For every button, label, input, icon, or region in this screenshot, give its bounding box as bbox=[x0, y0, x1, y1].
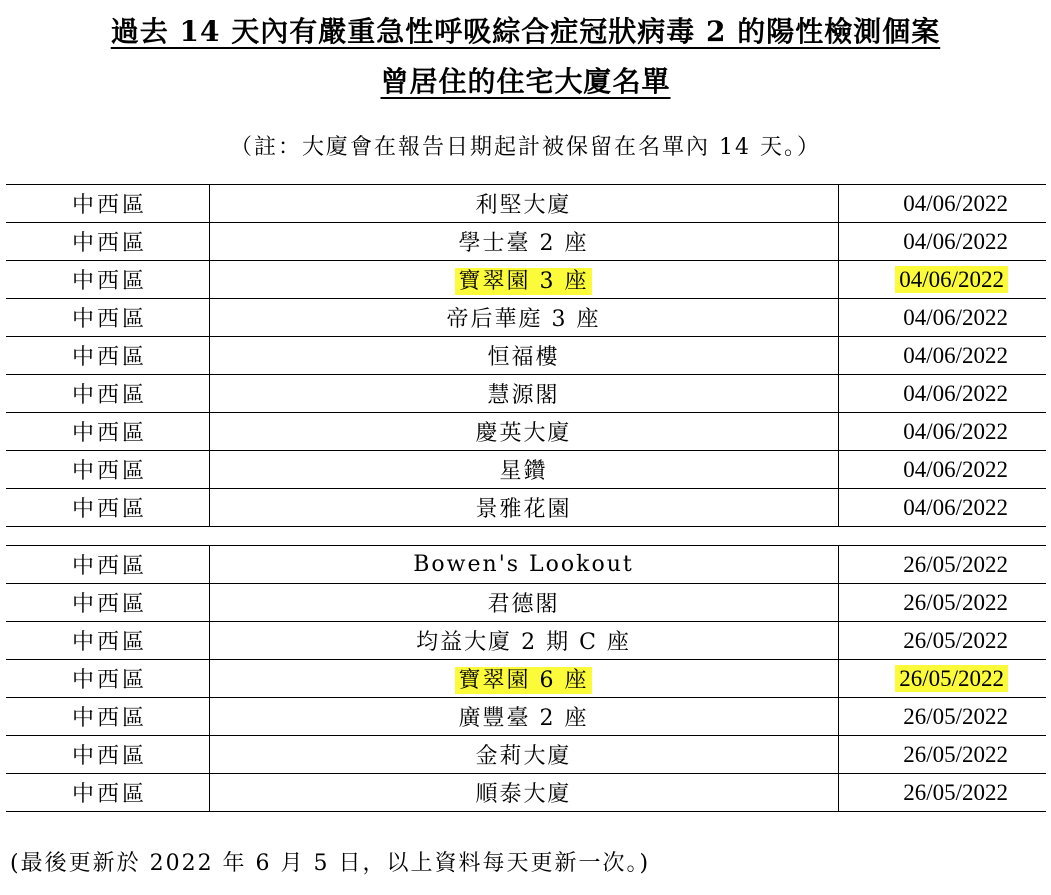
district-cell: 中西區 bbox=[6, 375, 209, 413]
table-row bbox=[6, 375, 1046, 413]
report-date-cell bbox=[838, 261, 1046, 299]
report-date-cell bbox=[838, 451, 1046, 489]
report-date-cell bbox=[838, 736, 1046, 774]
table-row bbox=[6, 584, 1046, 622]
building-cell bbox=[209, 660, 838, 698]
building-name: 廣豐臺 2 座 bbox=[458, 706, 589, 731]
table-row bbox=[6, 489, 1046, 527]
building-cell bbox=[209, 185, 838, 223]
building-name: 金莉大廈 bbox=[475, 744, 572, 769]
district-cell: 中西區 bbox=[6, 698, 209, 736]
report-date: 26/05/2022 bbox=[903, 703, 1008, 729]
report-date-cell bbox=[838, 584, 1046, 622]
table-row bbox=[6, 774, 1046, 812]
building-name: 星鑽 bbox=[499, 459, 548, 484]
building-cell bbox=[209, 546, 838, 584]
building-cell bbox=[209, 223, 838, 261]
building-name: 帝后華庭 3 座 bbox=[446, 307, 601, 332]
document-title-line-1: 過去 14 天內有嚴重急性呼吸綜合症冠狀病毒 2 的陽性檢測個案 bbox=[110, 15, 941, 48]
table-row bbox=[6, 185, 1046, 223]
report-date: 26/05/2022 bbox=[903, 589, 1008, 615]
report-date-cell bbox=[838, 185, 1046, 223]
update-footnote: (最後更新於 2022 年 6 月 5 日，以上資料每天更新一次。) bbox=[10, 851, 651, 876]
building-name: 均益大廈 2 期 C 座 bbox=[416, 630, 631, 655]
table-row bbox=[6, 261, 1046, 299]
report-date-cell bbox=[838, 337, 1046, 375]
building-cell bbox=[209, 698, 838, 736]
report-date: 26/05/2022 bbox=[895, 665, 1008, 692]
building-cell bbox=[209, 736, 838, 774]
district-cell: 中西區 bbox=[6, 451, 209, 489]
table-row bbox=[6, 698, 1046, 736]
building-cell bbox=[209, 299, 838, 337]
report-date: 04/06/2022 bbox=[903, 380, 1008, 406]
table-row bbox=[6, 299, 1046, 337]
building-table-1-body bbox=[6, 185, 1046, 527]
report-date-cell bbox=[838, 660, 1046, 698]
building-table-2 bbox=[6, 545, 1046, 812]
building-table-2-body bbox=[6, 546, 1046, 812]
building-name: 寶翠園 6 座 bbox=[455, 667, 593, 694]
table-row bbox=[6, 451, 1046, 489]
building-cell bbox=[209, 774, 838, 812]
report-date: 04/06/2022 bbox=[903, 342, 1008, 368]
district-cell: 中西區 bbox=[6, 299, 209, 337]
district-cell: 中西區 bbox=[6, 413, 209, 451]
document-title-line-2: 曾居住的住宅大廈名單 bbox=[380, 65, 671, 98]
building-cell bbox=[209, 489, 838, 527]
building-cell bbox=[209, 413, 838, 451]
report-date: 04/06/2022 bbox=[903, 456, 1008, 482]
table-row bbox=[6, 660, 1046, 698]
report-date-cell bbox=[838, 489, 1046, 527]
building-cell bbox=[209, 584, 838, 622]
report-date: 04/06/2022 bbox=[903, 304, 1008, 330]
report-date: 26/05/2022 bbox=[903, 627, 1008, 653]
district-cell: 中西區 bbox=[6, 736, 209, 774]
report-date: 26/05/2022 bbox=[903, 551, 1008, 577]
table-row bbox=[6, 413, 1046, 451]
report-date-cell bbox=[838, 698, 1046, 736]
building-name: 慧源閣 bbox=[487, 383, 560, 408]
building-cell bbox=[209, 622, 838, 660]
report-date-cell bbox=[838, 375, 1046, 413]
report-date-cell bbox=[838, 546, 1046, 584]
building-name: 景雅花園 bbox=[475, 497, 572, 522]
building-name: Bowen's Lookout bbox=[413, 552, 634, 577]
building-name: 利堅大廈 bbox=[475, 193, 572, 218]
report-date: 26/05/2022 bbox=[903, 779, 1008, 805]
report-date: 04/06/2022 bbox=[903, 190, 1008, 216]
district-cell: 中西區 bbox=[6, 261, 209, 299]
district-cell: 中西區 bbox=[6, 660, 209, 698]
report-date-cell bbox=[838, 622, 1046, 660]
report-date: 04/06/2022 bbox=[903, 418, 1008, 444]
district-cell: 中西區 bbox=[6, 546, 209, 584]
building-name: 恒福樓 bbox=[487, 345, 560, 370]
building-cell bbox=[209, 337, 838, 375]
building-table-1 bbox=[6, 184, 1046, 527]
building-cell bbox=[209, 375, 838, 413]
report-date: 04/06/2022 bbox=[895, 266, 1008, 293]
report-date-cell bbox=[838, 299, 1046, 337]
table-row bbox=[6, 337, 1046, 375]
table-row bbox=[6, 546, 1046, 584]
district-cell: 中西區 bbox=[6, 774, 209, 812]
report-date: 04/06/2022 bbox=[903, 228, 1008, 254]
table-row bbox=[6, 622, 1046, 660]
building-name: 順泰大廈 bbox=[475, 782, 572, 807]
report-date: 04/06/2022 bbox=[903, 494, 1008, 520]
table-row bbox=[6, 736, 1046, 774]
building-name: 寶翠園 3 座 bbox=[455, 268, 593, 295]
district-cell: 中西區 bbox=[6, 185, 209, 223]
building-cell bbox=[209, 261, 838, 299]
retention-note: （註：大廈會在報告日期起計被保留在名單內 14 天。） bbox=[230, 135, 821, 160]
district-cell: 中西區 bbox=[6, 584, 209, 622]
district-cell: 中西區 bbox=[6, 337, 209, 375]
building-name: 君德閣 bbox=[487, 592, 560, 617]
report-date: 26/05/2022 bbox=[903, 741, 1008, 767]
table-row bbox=[6, 223, 1046, 261]
building-name: 學士臺 2 座 bbox=[458, 231, 589, 256]
building-name: 慶英大廈 bbox=[475, 421, 572, 446]
district-cell: 中西區 bbox=[6, 489, 209, 527]
report-date-cell bbox=[838, 774, 1046, 812]
district-cell: 中西區 bbox=[6, 223, 209, 261]
report-date-cell bbox=[838, 223, 1046, 261]
report-date-cell bbox=[838, 413, 1046, 451]
building-cell bbox=[209, 451, 838, 489]
district-cell: 中西區 bbox=[6, 622, 209, 660]
